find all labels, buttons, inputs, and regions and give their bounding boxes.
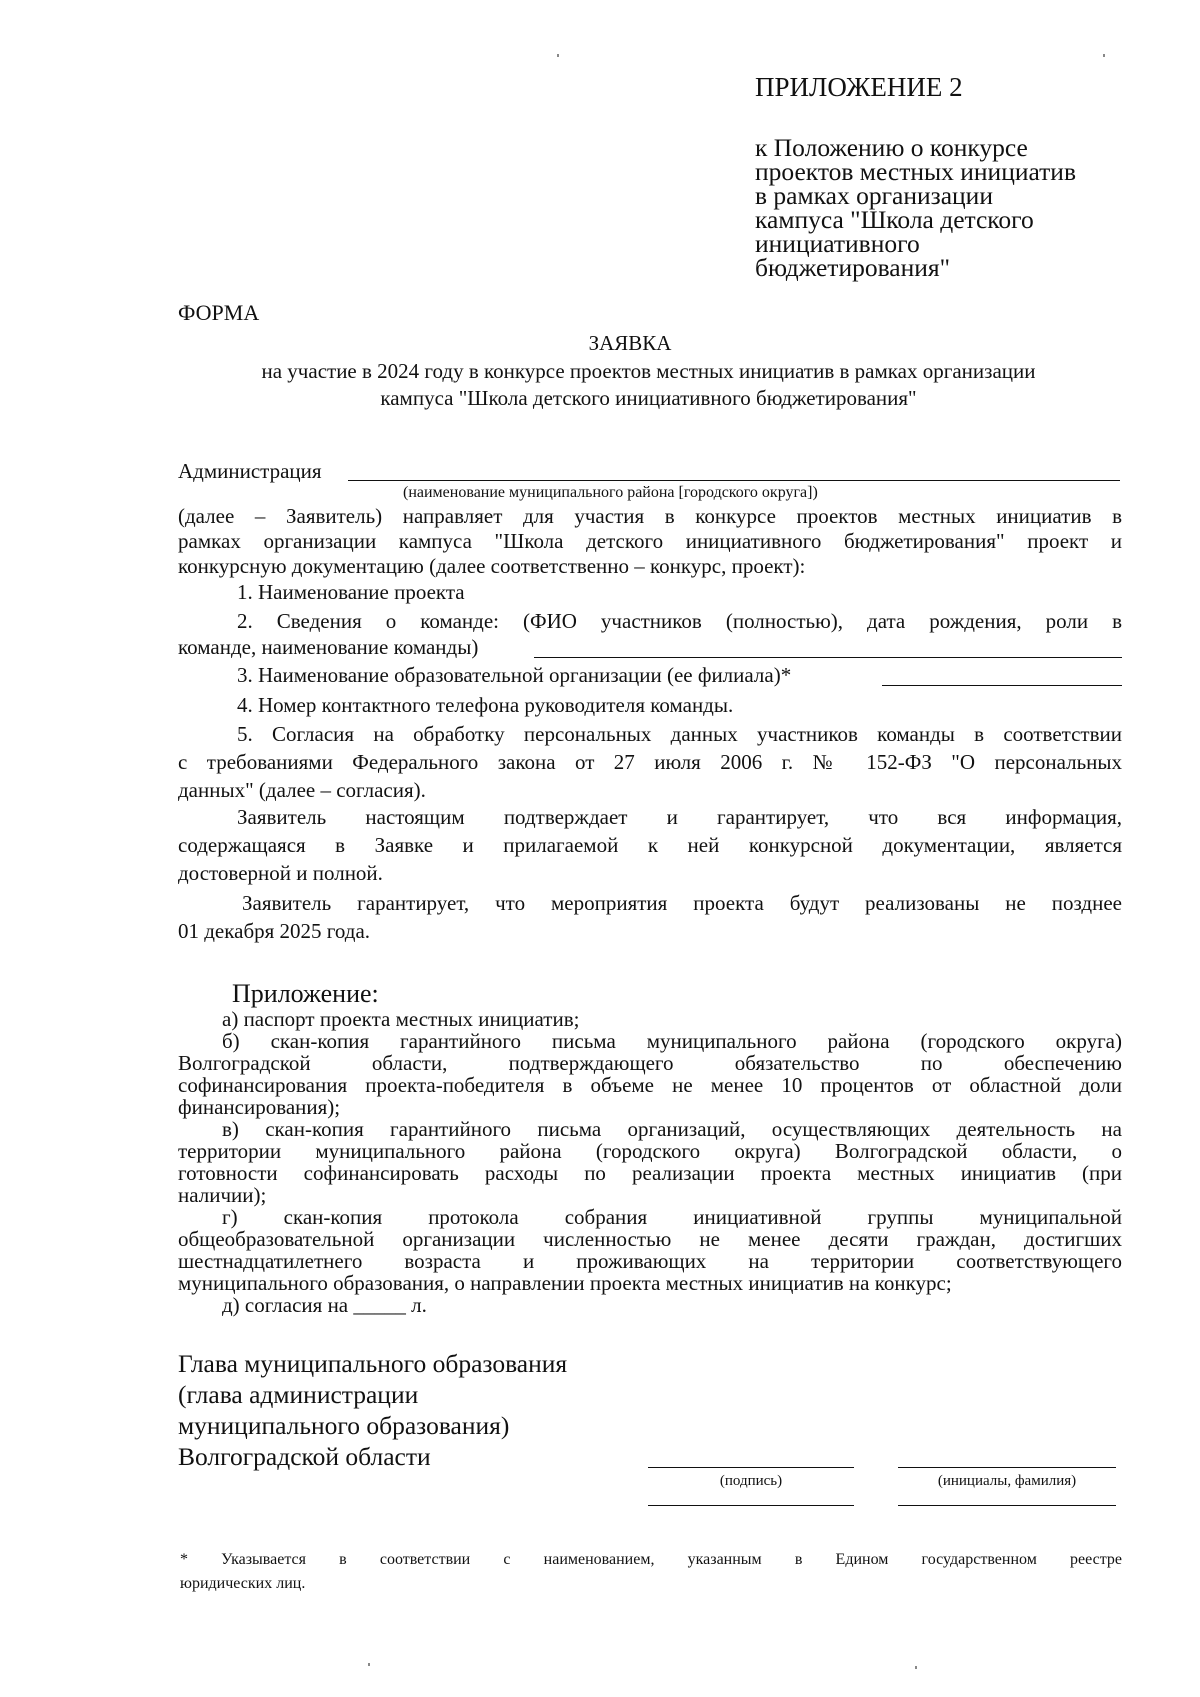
- applicant-label: Администрация: [178, 459, 322, 483]
- confirmation-line: достоверной и полной.: [178, 861, 383, 885]
- signature-field: [648, 1467, 854, 1468]
- applicant-name-field: [348, 480, 1120, 481]
- signatory-line: (глава администрации: [178, 1380, 419, 1409]
- appendix-ref-line: проектов местных инициатив: [755, 157, 1076, 186]
- attachment-c-line: наличии);: [178, 1183, 267, 1207]
- team-name-field: [534, 657, 1122, 658]
- attachment-e-suffix: л.: [411, 1293, 427, 1317]
- item-organization: 3. Наименование образовательной организации (ее филиала)*: [237, 663, 792, 687]
- attachments-title: Приложение:: [232, 979, 379, 1008]
- attachment-d-line: г) скан-копия протокола собрания инициативной группы муниципальной: [222, 1205, 1122, 1229]
- footnote-line: * Указывается в соответствии с наименованием, указанным в Едином государственном реестре: [180, 1551, 1122, 1568]
- item-phone: 4. Номер контактного телефона руководителя команды.: [237, 693, 734, 717]
- signatory-line: Глава муниципального образования: [178, 1349, 568, 1378]
- attachment-d-line: шестнадцатилетнего возраста и проживающих на территории соответствующего: [178, 1249, 1122, 1273]
- applicant-intro: [178, 504, 1122, 579]
- scan-speck: [368, 1663, 370, 1666]
- attachment-b-line: финансирования);: [178, 1095, 341, 1119]
- attachment-b-line: софинансирования проекта-победителя в объеме не менее 10 процентов от областной доли: [178, 1073, 1122, 1097]
- application-subtitle-line: на участие в 2024 году в конкурсе проектов местных инициатив в рамках организации: [261, 359, 1036, 383]
- appendix-reference: [755, 133, 1076, 282]
- form-label: ФОРМА: [178, 300, 260, 325]
- appendix-ref-line: бюджетирования": [755, 253, 951, 282]
- signatory-line: Волгоградской области: [178, 1442, 431, 1471]
- confirmation-line: содержащаяся в Заявке и прилагаемой к ней конкурсной документации, является: [178, 833, 1122, 857]
- name-underline: [898, 1505, 1116, 1506]
- appendix-ref-line: в рамках организации: [755, 181, 993, 210]
- intro-line: рамках организации кампуса "Школа детского инициативного бюджетирования" проект и: [178, 529, 1122, 553]
- appendix-title: ПРИЛОЖЕНИЕ 2: [755, 72, 963, 102]
- guarantee-paragraph: [178, 889, 1122, 945]
- consent-count-blank: _____: [353, 1293, 406, 1317]
- guarantee-line: Заявитель гарантирует, что мероприятия проекта будут реализованы не позднее: [242, 891, 1122, 915]
- item-consents: [178, 720, 1122, 804]
- attachment-b-line: Волгоградской области, подтверждающего обязательство по обеспечению: [178, 1051, 1122, 1075]
- confirmation-line: Заявитель настоящим подтверждает и гарантирует, что вся информация,: [237, 805, 1122, 829]
- name-caption: (инициалы, фамилия): [937, 1473, 1077, 1489]
- consents-line: с требованиями Федерального закона от 27 июля 2006 г. № 152-ФЗ "О персональных: [178, 750, 1122, 774]
- attachment-d-line: общеобразовательной организации численностью не менее десяти граждан, достигших: [178, 1227, 1122, 1251]
- applicant-caption: (наименование муниципального района [городского округа]): [403, 484, 818, 501]
- attachment-e: [178, 1294, 1122, 1316]
- attachment-d-line: муниципального образования, о направлении проекта местных инициатив на конкурс;: [178, 1271, 952, 1295]
- footnote: [180, 1548, 1122, 1596]
- appendix-ref-line: кампуса "Школа детского: [755, 205, 1034, 234]
- guarantee-line: 01 декабря 2025 года.: [178, 919, 371, 943]
- footnote-line: юридических лиц.: [180, 1575, 306, 1592]
- intro-line: конкурсную документацию (далее соответственно – конкурс, проект):: [178, 554, 806, 578]
- application-title: ЗАЯВКА: [588, 331, 672, 355]
- name-field: [898, 1467, 1116, 1468]
- signatory-block: [178, 1348, 567, 1472]
- attachment-a: а) паспорт проекта местных инициатив;: [222, 1007, 580, 1031]
- application-subtitle-line: кампуса "Школа детского инициативного бюджетирования": [380, 386, 917, 410]
- attachment-e-prefix: д) согласия на: [222, 1293, 349, 1317]
- signature-underline: [648, 1505, 854, 1506]
- item-team-info-cont: команде, наименование команды): [178, 635, 479, 659]
- attachment-c-line: готовности софинансировать расходы по реализации проекта местных инициатив (при: [178, 1161, 1122, 1185]
- scan-speck: [557, 54, 559, 57]
- consents-line: данных" (далее – согласия).: [178, 778, 426, 802]
- scan-speck: [1103, 54, 1105, 57]
- item-team-info: 2. Сведения о команде: (ФИО участников (полностью), дата рождения, роли в: [237, 609, 1122, 633]
- attachments-list: [178, 1008, 1122, 1316]
- confirmation-paragraph: [178, 803, 1122, 887]
- attachment-c-line: территории муниципального района (городского округа) Волгоградской области, о: [178, 1139, 1122, 1163]
- item-project-name: 1. Наименование проекта: [237, 580, 465, 604]
- appendix-ref-line: инициативного: [755, 229, 920, 258]
- appendix-ref-line: к Положению о конкурсе: [755, 133, 1028, 162]
- signature-caption: (подпись): [719, 1473, 783, 1489]
- attachment-b-line: б) скан-копия гарантийного письма муниципального района (городского округа): [222, 1029, 1122, 1053]
- scan-speck: [915, 1666, 917, 1669]
- consents-line: 5. Согласия на обработку персональных данных участников команды в соответствии: [237, 722, 1122, 746]
- intro-line: (далее – Заявитель) направляет для участия в конкурсе проектов местных инициатив в: [178, 504, 1122, 528]
- organization-field: [882, 685, 1122, 686]
- attachment-c-line: в) скан-копия гарантийного письма организаций, осуществляющих деятельность на: [222, 1117, 1122, 1141]
- signatory-line: муниципального образования): [178, 1411, 510, 1440]
